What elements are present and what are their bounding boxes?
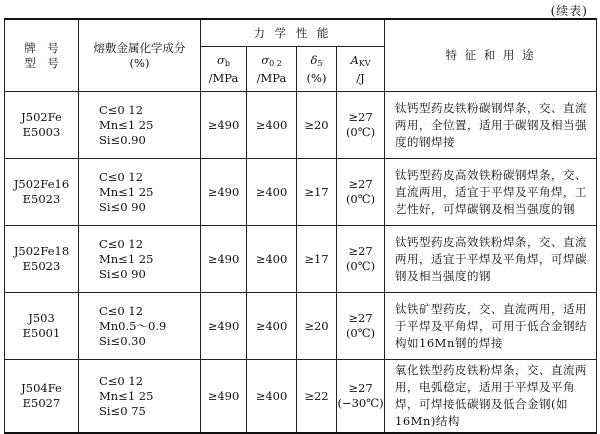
header-composition: 熔敷金属化学成分 (%) — [79, 19, 201, 92]
cell-akv: ≥27 (0℃) — [337, 92, 385, 159]
header-grade: 牌 号 型 号 — [5, 19, 79, 92]
header-use: 特 征 和 用 途 — [385, 19, 597, 92]
cell-sigma-02: ≥400 — [247, 360, 297, 434]
cell-akv: ≥27 (0℃) — [337, 159, 385, 226]
header-sigma-b: $\sigma_b$ /MPa — [201, 47, 247, 92]
cell-sigma-b: ≥490 — [201, 226, 247, 293]
cell-sigma-02: ≥400 — [247, 293, 297, 360]
header-delta-5: $\delta_5$ (%) — [297, 47, 337, 92]
cell-grade: J502Fe E5003 — [5, 92, 79, 159]
cell-grade: J504Fe E5027 — [5, 360, 79, 434]
cell-delta-5: ≥17 — [297, 159, 337, 226]
table-row — [5, 293, 597, 360]
cell-akv: ≥27 (0℃) — [337, 293, 385, 360]
cell-use: 钛铁矿型药皮，交、直流两用，适用于平焊及平角焊，可用于低合金钢结构如16Mn钢的焊接 — [385, 293, 597, 360]
cell-grade: J502Fe18 E5023 — [5, 226, 79, 293]
table-row — [5, 159, 597, 226]
table-row — [5, 226, 597, 293]
cell-sigma-b: ≥490 — [201, 293, 247, 360]
cell-sigma-02: ≥400 — [247, 226, 297, 293]
cell-use: 氧化铁型药皮铁粉焊条，交、直流两用，电弧稳定，适用于平焊及平角焊，可焊接低碳钢及低合金钢(如16Mn)结构 — [385, 360, 597, 434]
cell-grade: J502Fe16 E5023 — [5, 159, 79, 226]
cell-composition: C≤0 12 Mn≤1 25 Si≤0.90 — [79, 92, 201, 159]
cell-akv: ≥27 (0℃) — [337, 226, 385, 293]
cell-use: 钛钙型药皮铁粉碳钢焊条，交、直流两用，全位置，适用于碳钢及相当强度的钢焊接 — [385, 92, 597, 159]
cell-composition: C≤0 12 Mn≤1 25 Si≤0 75 — [79, 360, 201, 434]
cell-delta-5: ≥22 — [297, 360, 337, 434]
welding-rod-table — [4, 18, 597, 434]
cell-sigma-b: ≥490 — [201, 92, 247, 159]
cell-use: 钛钙型药皮高效铁粉焊条，交、直流两用，适宜于平焊及平角焊，可焊碳钢及相当强度的钢 — [385, 226, 597, 293]
cell-sigma-b: ≥490 — [201, 360, 247, 434]
cell-sigma-02: ≥400 — [247, 159, 297, 226]
cell-composition: C≤0 12 Mn≤1 25 Si≤0 90 — [79, 226, 201, 293]
header-mechanical: 力 学 性 能 — [201, 19, 385, 47]
table-row — [5, 92, 597, 159]
cell-sigma-b: ≥490 — [201, 159, 247, 226]
cell-grade: J503 E5001 — [5, 293, 79, 360]
cell-use: 钛钙型药皮高效铁粉碳钢焊条，交、直流两用，适宜于平焊及平角焊，工艺性好，可焊碳钢及相当强度的钢 — [385, 159, 597, 226]
cell-delta-5: ≥20 — [297, 293, 337, 360]
cell-delta-5: ≥17 — [297, 226, 337, 293]
cell-composition: C≤0 12 Mn≤1 25 Si≤0 90 — [79, 159, 201, 226]
table-row — [5, 360, 597, 434]
cell-delta-5: ≥20 — [297, 92, 337, 159]
header-akv: $A_{KV}$ /J — [337, 47, 385, 92]
cell-akv: ≥27 (−30℃) — [337, 360, 385, 434]
continued-label: (续表) — [550, 4, 588, 18]
header-sigma-02: $\sigma_{0 2}$ /MPa — [247, 47, 297, 92]
cell-sigma-02: ≥400 — [247, 92, 297, 159]
cell-composition: C≤0 12 Mn0.5～0.9 Si≤0.30 — [79, 293, 201, 360]
